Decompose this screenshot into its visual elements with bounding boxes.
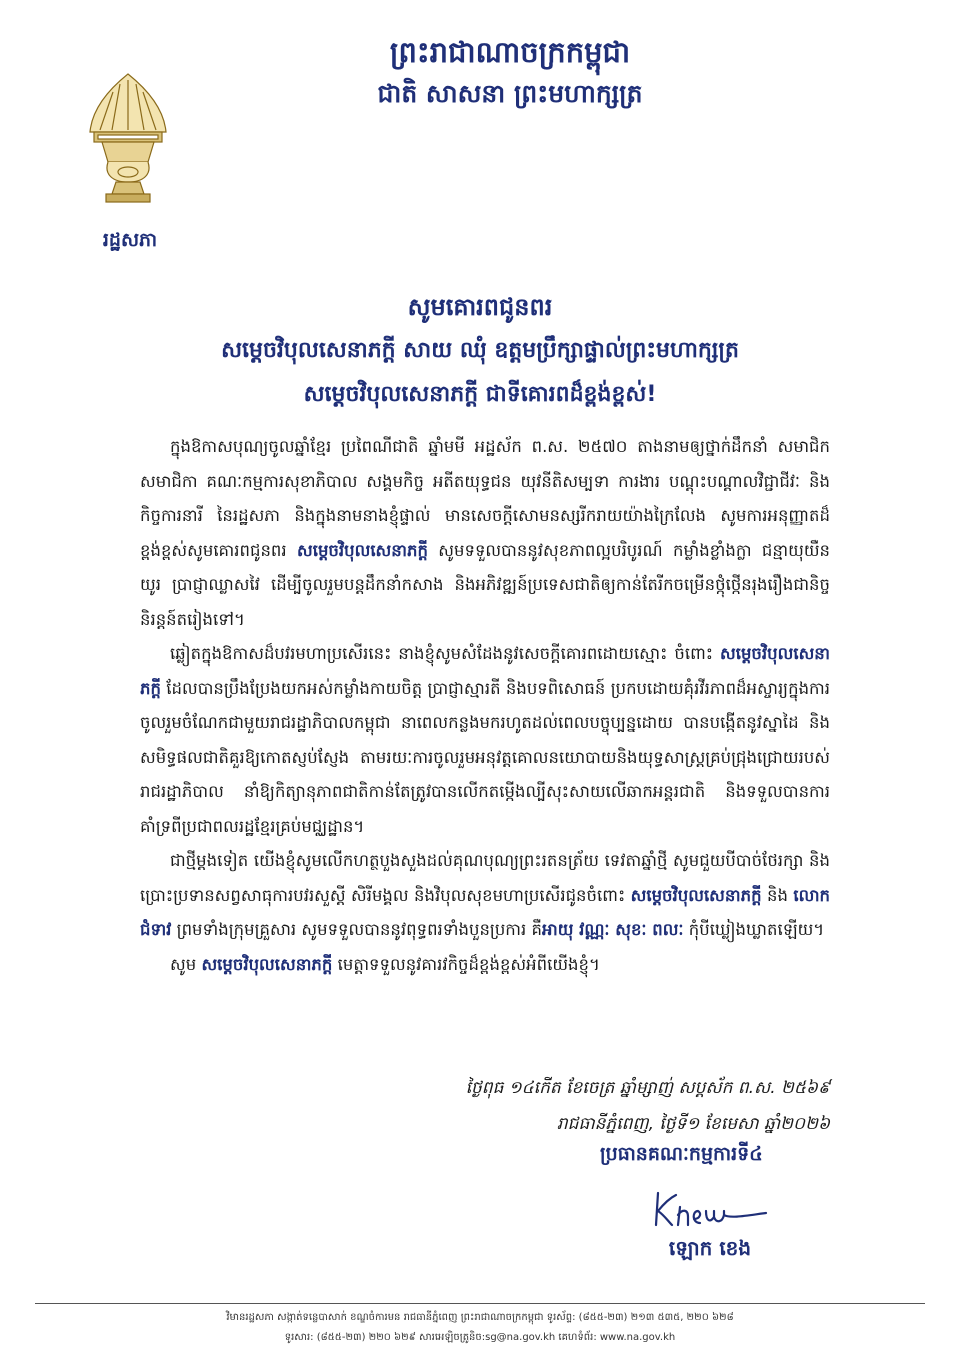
footer-address: វិមានរដ្ឋសភា សង្កាត់ទន្លេបាសាក់ ខណ្ឌចំការមន រាជធានីភ្នំពេញ ព្រះរាជាណាចក្រកម្ពុជា ទូរស័ព្ទ: (៨៥៥-២៣) ២១៣ ៥៣៥, ២២០ ៦២៨ — [226, 1312, 734, 1323]
institution-label: រដ្ឋសភា — [102, 229, 158, 251]
letter-body — [140, 430, 830, 982]
national-motto: ជាតិ សាសនា ព្រះមហាក្សត្រ — [377, 79, 643, 108]
kingdom-header — [300, 30, 720, 114]
paragraph-4: សូម សម្តេចវិបុលសេនាភក្តី មេត្តាទទួលនូវគារវកិច្ចដ៏ខ្ពង់ខ្ពស់អំពីយើងខ្ញុំ។ — [170, 954, 600, 974]
handwritten-signature-icon — [650, 1185, 770, 1235]
greeting-title: សូមគោរពជូនពរ — [407, 293, 553, 321]
lunar-date: ថ្ងៃពុធ ១៤កើត ខែចេត្រ ឆ្នាំម្សាញ់ សប្តស័ក ព.ស. ២៥៦៩ — [465, 1078, 830, 1098]
kingdom-name: ព្រះរាជាណាចក្រកម្ពុជា — [389, 35, 631, 69]
signer-name: ឡោក ខេង — [668, 1236, 752, 1260]
paragraph-1: ក្នុងឱកាសបុណ្យចូលឆ្នាំខ្មែរ ប្រពៃណីជាតិ ឆ្នាំមមី អដ្ឋស័ក ព.ស. ២៥៧០ តាងនាមឲ្យថ្នាក់ដឹកនាំ សមាជិក សមាជិកា គណៈកម្មការសុខាភិបាល សង្គមកិច្ច អតីតយុទ្ធជន យុវនីតិសម្បទា ការងារ បណ្តុះបណ្តាលវិជ្ជាជីវៈ និងកិច្ចការនារី នៃរដ្ឋសភា និងក្នុងនាមនាងខ្ញុំផ្ទាល់ មានសេចក្តីសោមនស្សរីករាយយ៉ាងក្រៃលែង សូមការអនុញ្ញាតដ៏ខ្ពង់ខ្ពស់សូមគោរពជូនពរ សម្តេចវិបុលសេនាភក្តី សូមទទួលបាននូវសុខភាពល្អបរិបូរណ៍ កម្លាំងខ្លាំងក្លា ជន្មាយុយឺនយូរ ប្រាជ្ញាឈ្លាសវៃ ដើម្បីចូលរួមបន្តដឹកនាំកសាង និងអភិវឌ្ឍន៍ប្រទេសជាតិឲ្យកាន់តែរីកចម្រើនថ្កុំថ្កើនរុងរឿងជានិច្ចនិរន្តន៍តរៀងទៅ។ — [140, 437, 830, 629]
footer-divider — [35, 1303, 925, 1304]
place-date: រាជធានីភ្នំពេញ, ថ្ងៃទី១ ខែមេសា ឆ្នាំ២០២៦ — [556, 1114, 830, 1134]
recipient-title: សម្តេចវិបុលសេនាភក្តី សាយ ឈុំ ឧត្តមប្រឹក្សាផ្ទាល់ព្រះមហាក្សត្រ — [221, 338, 739, 363]
paragraph-3: ជាថ្មីម្តងទៀត យើងខ្ញុំសូមលើកហត្ថបួងសួងដល់គុណបុណ្យព្រះរតនត្រ័យ ទេវតាឆ្នាំថ្មី សូមជួយបីបាច់ថែរក្សា និងប្រោះប្រទានសព្វសាធុការបវរសួស្តី សិរីមង្គល និងវិបុលសុខមហាប្រសើរជូនចំពោះ សម្តេចវិបុលសេនាភក្តី និង លោកជំទាវ ព្រមទាំងក្រុមគ្រួសារ សូមទទួលបាននូវពុទ្ធពរទាំងបួនប្រការ គឺអាយុ វណ្ណៈ សុខៈ ពលៈ កុំបីឃ្លៀងឃ្លាតឡើយ។ — [140, 851, 831, 939]
date-block — [440, 1070, 830, 1142]
letter-titles — [120, 285, 840, 417]
signer-role: ប្រធានគណៈកម្មការទី៤ — [600, 1143, 763, 1165]
salutation: សម្តេចវិបុលសេនាភក្តី ជាទីគោរពដ៏ខ្ពង់ខ្ពស់! — [303, 382, 657, 407]
paragraph-2: ឆ្លៀតក្នុងឱកាសដ៏បវរមហាប្រសើរនេះ នាងខ្ញុំសូមសំដែងនូវសេចក្តីគោរពដោយស្មោះ ចំពោះ សម្តេចវិបុលសេនាភក្តី ដែលបានប្រឹងប្រែងយកអស់កម្លាំងកាយចិត្ត ប្រាជ្ញាស្មារតី និងបទពិសោធន៍ ប្រកបដោយគុំរវីរភាពដ៏អស្ចារ្យក្នុងការចូលរួមចំណែកជាមួយរាជរដ្ឋាភិបាលកម្ពុជា នាពេលកន្លងមករហូតដល់ពេលបច្ចុប្បន្នដោយ បានបង្កើតនូវស្នាដៃ និងសមិទ្ធផលជាតិគួរឱ្យកោតស្ញប់ស្ញែង តាមរយៈការចូលរួមអនុវត្តគោលនយោបាយនិងយុទ្ធសាស្ត្រគ្រប់ជ្រុងជ្រោយរបស់រាជរដ្ឋាភិបាល នាំឱ្យកិត្យានុភាពជាតិកាន់តែត្រូវបានលើកតម្កើងល្បីសុះសាយលើឆាកអន្តរជាតិ និងទទួលបានការគាំទ្រពីប្រជាពលរដ្ឋខ្មែរគ្រប់មជ្ឈដ្ឋាន។ — [140, 644, 830, 836]
national-assembly-emblem-icon — [78, 70, 178, 210]
footer — [160, 1308, 800, 1348]
footer-contact: ទូរសារ: (៨៥៥-២៣) ២២០ ៦២៩ សារអេឡិចត្រូនិច:sg@na.gov.kh គេហទំព័រ: www.na.gov.kh — [284, 1332, 676, 1343]
